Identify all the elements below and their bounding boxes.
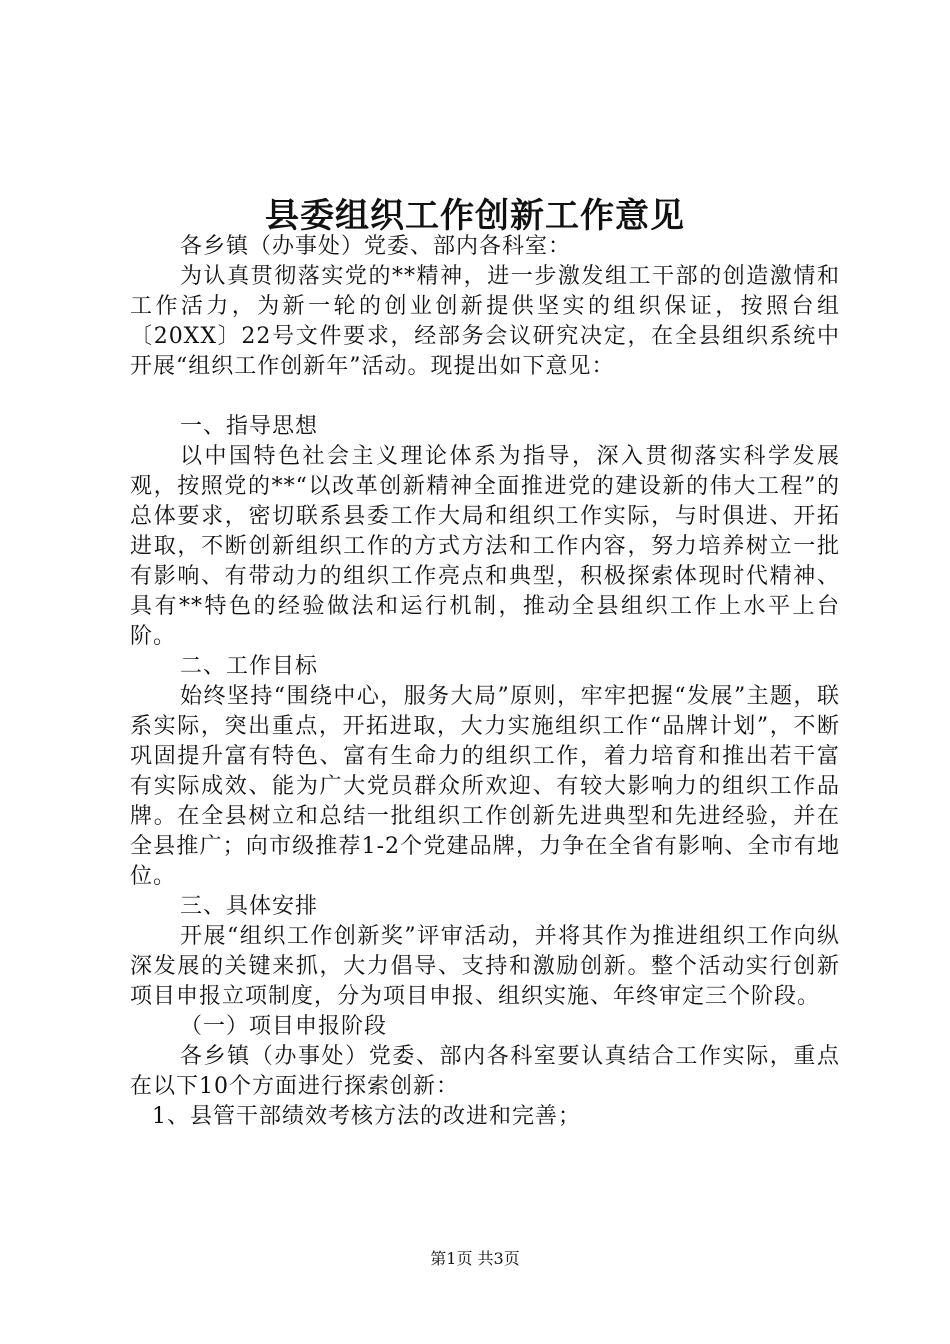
section-heading-work-goals: 二、工作目标 [180, 654, 319, 679]
document-title: 县委组织工作创新工作意见 [265, 196, 685, 236]
intro-paragraph: 为认真贯彻落实党的**精神，进一步激发组工干部的创造激情和工作活力，为新一轮的创业创新提供坚实的组织保证，按照台组〔20XX〕22号文件要求，经部务会议研究决定，在全县组织系统中开展“组织工作创新年”活动。现提出如下意见： [130, 264, 840, 379]
list-item: 1、县管干部绩效考核方法的改进和完善； [152, 1104, 581, 1129]
document-body [130, 232, 840, 1132]
subsection-heading-project-application: （一）项目申报阶段 [180, 1014, 388, 1039]
paragraph-gap [130, 382, 840, 412]
page-number: 第1页 共3页 [430, 1249, 520, 1268]
section-heading-specific-arrangements: 三、具体安排 [180, 894, 319, 919]
salutation: 各乡镇（办事处）党委、部内各科室： [180, 234, 572, 259]
section-text-specific-arrangements: 开展“组织工作创新奖”评审活动，并将其作为推进组织工作向纵深发展的关键来抓，大力倡导、支持和激励创新。整个活动实行创新项目申报立项制度，分为项目申报、组织实施、年终审定三个阶段。 [130, 924, 840, 1009]
section-text-work-goals: 始终坚持“围绕中心，服务大局”原则，牢牢把握“发展”主题，联系实际，突出重点，开拓进取，大力实施组织工作“品牌计划”，不断巩固提升富有特色、富有生命力的组织工作，着力培育和推出若干富有实际成效、能为广大党员群众所欢迎、有较大影响力的组织工作品牌。在全县树立和总结一批组织工作创新先进典型和先进经验，并在全县推广；向市级推荐1-2个党建品牌，力争在全省有影响、全市有地位。 [130, 684, 840, 889]
section-text-guiding-ideology: 以中国特色社会主义理论体系为指导，深入贯彻落实科学发展观，按照党的**“以改革创新精神全面推进党的建设新的伟大工程”的总体要求，密切联系县委工作大局和组织工作实际，与时俱进、开拓进取，不断创新组织工作的方式方法和工作内容，努力培养树立一批有影响、有带动力的组织工作亮点和典型，积极探索体现时代精神、具有**特色的经验做法和运行机制，推动全县组织工作上水平上台阶。 [130, 444, 840, 649]
subsection-text-project-application: 各乡镇（办事处）党委、部内各科室要认真结合工作实际，重点在以下10个方面进行探索创新： [130, 1044, 840, 1099]
section-heading-guiding-ideology: 一、指导思想 [180, 414, 319, 439]
